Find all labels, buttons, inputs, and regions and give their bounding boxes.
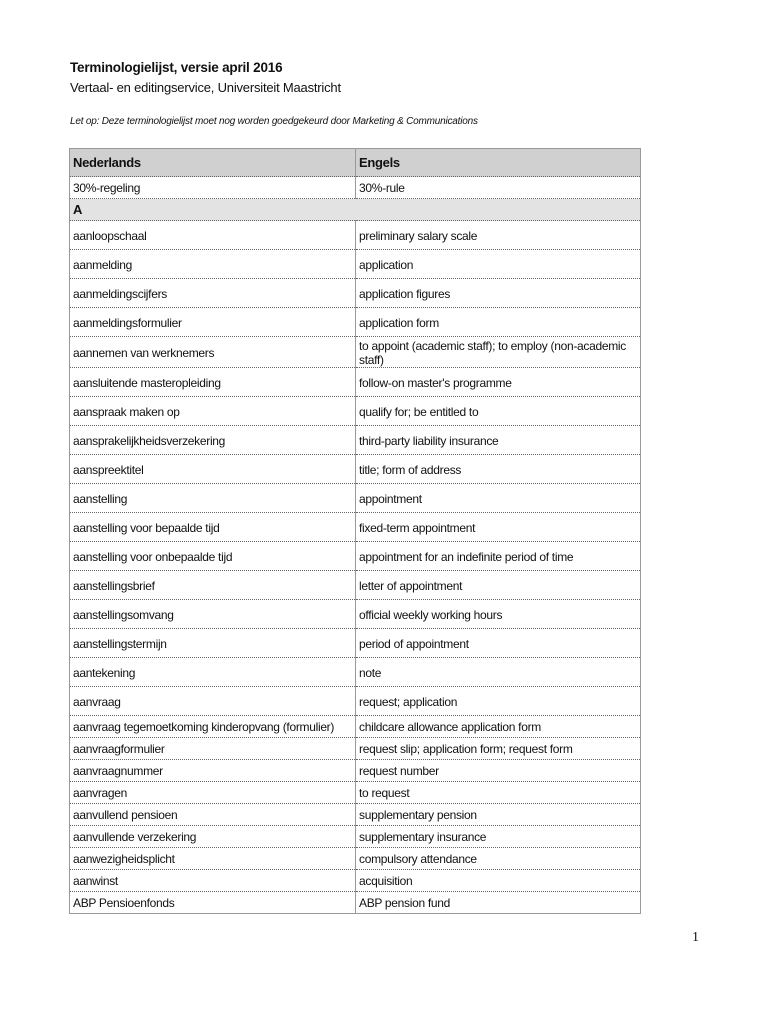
dutch-term: aanstellingstermijn <box>70 629 356 658</box>
table-row <box>70 804 641 826</box>
english-term: childcare allowance application form <box>356 716 641 738</box>
english-term: appointment for an indefinite period of time <box>356 542 641 571</box>
english-term: qualify for; be entitled to <box>356 397 641 426</box>
dutch-term: aanstellingsomvang <box>70 600 356 629</box>
table-row <box>70 484 641 513</box>
dutch-term: aanstelling voor bepaalde tijd <box>70 513 356 542</box>
english-term: to request <box>356 782 641 804</box>
header-english: Engels <box>356 149 641 177</box>
dutch-term: aanwinst <box>70 870 356 892</box>
table-header-row <box>70 149 641 177</box>
english-term: application form <box>356 308 641 337</box>
dutch-term: aanvullende verzekering <box>70 826 356 848</box>
table-row <box>70 848 641 870</box>
dutch-term: aansluitende masteropleiding <box>70 368 356 397</box>
english-term: acquisition <box>356 870 641 892</box>
document-subtitle: Vertaal- en editingservice, Universiteit Maastricht <box>70 80 341 95</box>
table-row <box>70 426 641 455</box>
dutch-term: ABP Pensioenfonds <box>70 892 356 914</box>
dutch-term: aannemen van werknemers <box>70 337 356 368</box>
english-term: 30%-rule <box>356 177 641 199</box>
table-row <box>70 308 641 337</box>
dutch-term: aansprakelijkheidsverzekering <box>70 426 356 455</box>
document-title: Terminologielijst, versie april 2016 <box>70 60 283 75</box>
page-number: 1 <box>692 930 699 945</box>
dutch-term: aanmeldingsformulier <box>70 308 356 337</box>
english-term: ABP pension fund <box>356 892 641 914</box>
english-term: fixed-term appointment <box>356 513 641 542</box>
table-row <box>70 600 641 629</box>
dutch-term: aanstellingsbrief <box>70 571 356 600</box>
table-row <box>70 513 641 542</box>
table-row <box>70 221 641 250</box>
english-term: appointment <box>356 484 641 513</box>
english-term: supplementary insurance <box>356 826 641 848</box>
table-row <box>70 658 641 687</box>
english-term: request number <box>356 760 641 782</box>
english-term: request; application <box>356 687 641 716</box>
english-term: application <box>356 250 641 279</box>
dutch-term: 30%-regeling <box>70 177 356 199</box>
english-term: request slip; application form; request form <box>356 738 641 760</box>
section-letter: A <box>70 199 641 221</box>
english-term: compulsory attendance <box>356 848 641 870</box>
dutch-term: aanvullend pensioen <box>70 804 356 826</box>
english-term: follow-on master's programme <box>356 368 641 397</box>
english-term: to appoint (academic staff); to employ (non-academic staff) <box>356 337 641 368</box>
dutch-term: aanmelding <box>70 250 356 279</box>
dutch-term: aanstelling voor onbepaalde tijd <box>70 542 356 571</box>
dutch-term: aanvraagformulier <box>70 738 356 760</box>
table-row <box>70 687 641 716</box>
dutch-term: aantekening <box>70 658 356 687</box>
english-term: application figures <box>356 279 641 308</box>
english-term: title; form of address <box>356 455 641 484</box>
table-row <box>70 826 641 848</box>
english-term: period of appointment <box>356 629 641 658</box>
english-term: third-party liability insurance <box>356 426 641 455</box>
dutch-term: aanstelling <box>70 484 356 513</box>
english-term: preliminary salary scale <box>356 221 641 250</box>
dutch-term: aanvraag tegemoetkoming kinderopvang (formulier) <box>70 716 356 738</box>
english-term: note <box>356 658 641 687</box>
section-row <box>70 199 641 221</box>
dutch-term: aanvraag <box>70 687 356 716</box>
table-row <box>70 542 641 571</box>
dutch-term: aanwezigheidsplicht <box>70 848 356 870</box>
dutch-term: aanmeldingscijfers <box>70 279 356 308</box>
table-row <box>70 177 641 199</box>
dutch-term: aanvraagnummer <box>70 760 356 782</box>
table-row <box>70 250 641 279</box>
english-term: supplementary pension <box>356 804 641 826</box>
table-row <box>70 892 641 914</box>
english-term: official weekly working hours <box>356 600 641 629</box>
table-row <box>70 738 641 760</box>
table-row <box>70 337 641 368</box>
table-row <box>70 279 641 308</box>
dutch-term: aanspraak maken op <box>70 397 356 426</box>
table-row <box>70 397 641 426</box>
table-row <box>70 760 641 782</box>
terminology-table <box>69 148 641 914</box>
dutch-term: aanvragen <box>70 782 356 804</box>
table-row <box>70 716 641 738</box>
table-row <box>70 629 641 658</box>
table-row <box>70 455 641 484</box>
table-row <box>70 782 641 804</box>
table-row <box>70 571 641 600</box>
english-term: letter of appointment <box>356 571 641 600</box>
table-row <box>70 870 641 892</box>
header-dutch: Nederlands <box>70 149 356 177</box>
dutch-term: aanspreektitel <box>70 455 356 484</box>
approval-note: Let op: Deze terminologielijst moet nog worden goedgekeurd door Marketing & Communications <box>70 116 478 127</box>
table-row <box>70 368 641 397</box>
dutch-term: aanloopschaal <box>70 221 356 250</box>
